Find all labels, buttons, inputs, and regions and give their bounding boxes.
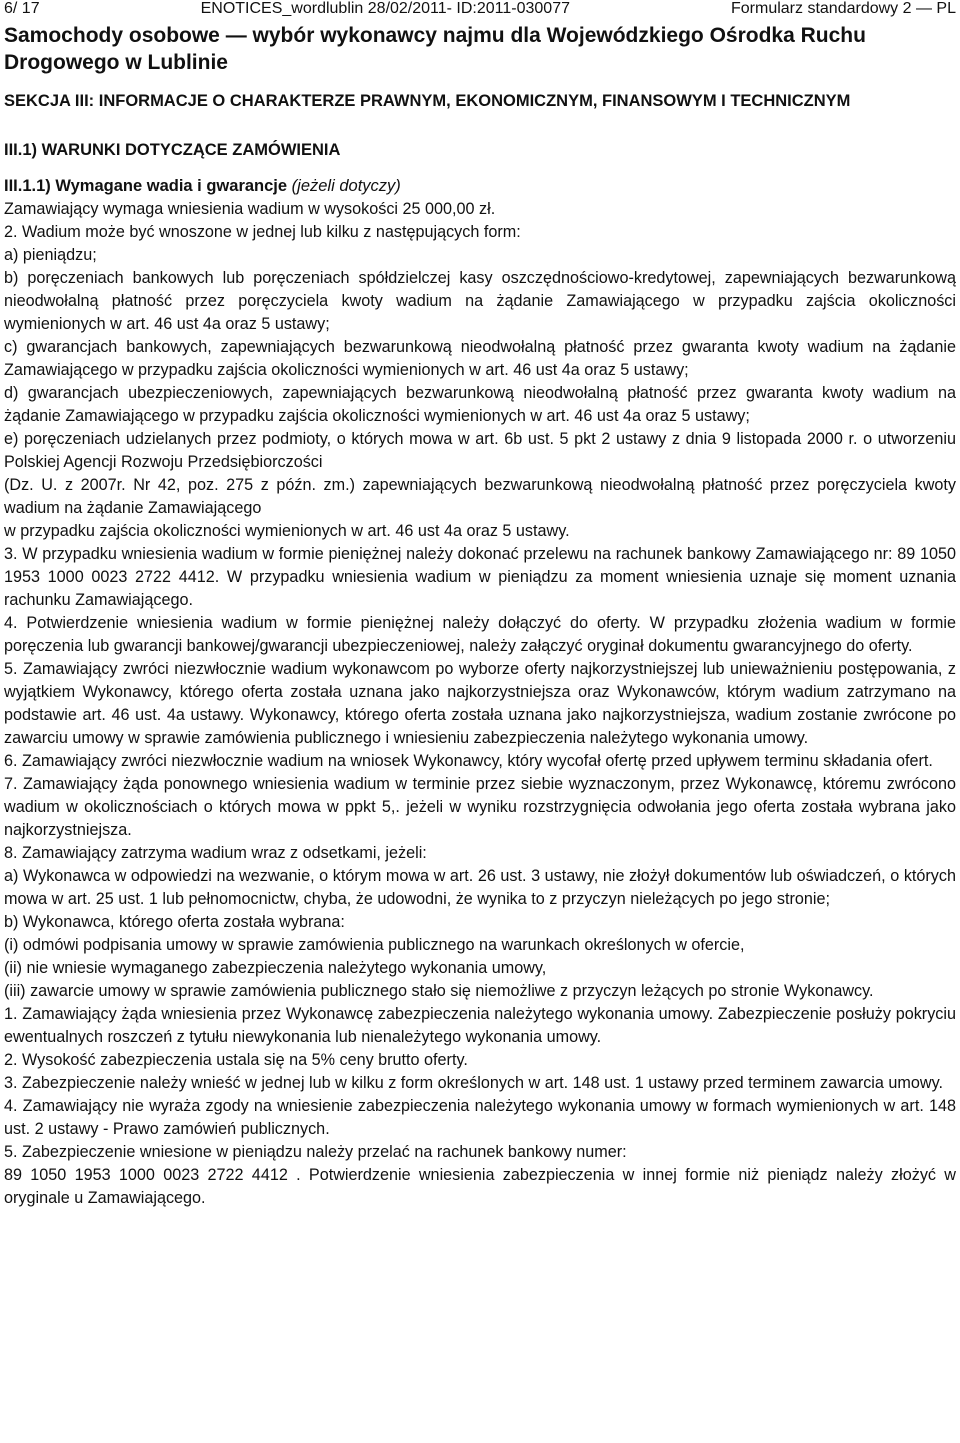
paragraph: 5. Zamawiający zwróci niezwłocznie wadium wykonawcom po wyborze oferty najkorzystniejszej lub unieważnieniu postępowania, z wyjątkiem Wykonawcy, którego oferta została uznana jako najkorzystniejsza oraz Wykonawców, którym wadium zatrzymano na podstawie art. 46 ust. 4a ustawy. Wykonawcy, którego oferta została uznana jako najkorzystniejsza, wadium zostanie zwrócone po zawarciu umowy w sprawie zamówienia publicznego i wniesieniu zabezpieczenia należytego wykonania umowy. (4, 660, 956, 747)
paragraph: 7. Zamawiający żąda ponownego wniesienia wadium w terminie przez siebie wyznaczonym, przez Wykonawcę, któremu zwrócono wadium w okolicznościach o których mowa w ppkt 5,. jeżeli w wyniku rozstrzygnięcia odwołania jego oferta została wybrana jako najkorzystniejsza. (4, 775, 956, 839)
paragraph: (Dz. U. z 2007r. Nr 42, poz. 275 z późn. zm.) zapewniających bezwarunkową nieodwołalną płatność przez poręczyciela kwoty wadium na żądanie Zamawiającego (4, 476, 956, 517)
document-title: Samochody osobowe — wybór wykonawcy najmu dla Wojewódzkiego Ośrodka Ruchu Drogowego w Lublinie (4, 24, 866, 74)
paragraph: Zamawiający wymaga wniesienia wadium w wysokości 25 000,00 zł. (4, 200, 496, 218)
form-type: Formularz standardowy 2 — PL (731, 0, 956, 17)
paragraph: 5. Zabezpieczenie wniesione w pieniądzu należy przelać na rachunek bankowy numer: (4, 1143, 627, 1161)
paragraph: 3. Zabezpieczenie należy wnieść w jednej lub w kilku z form określonych w art. 148 ust. 1 ustawy przed terminem zawarcia umowy. (4, 1074, 943, 1092)
paragraph: 2. Wadium może być wnoszone w jednej lub kilku z następujących form: (4, 223, 521, 241)
paragraph: 2. Wysokość zabezpieczenia ustala się na 5% ceny brutto oferty. (4, 1051, 468, 1069)
paragraph: b) Wykonawca, którego oferta została wybrana: (4, 913, 345, 931)
paragraph: 4. Zamawiający nie wyraża zgody na wniesienie zabezpieczenia należytego wykonania umowy w formach wymienionych w art. 148 ust. 2 ustawy - Prawo zamówień publicznych. (4, 1097, 956, 1138)
paragraph: c) gwarancjach bankowych, zapewniających bezwarunkową nieodwołalną płatność przez gwaranta kwoty wadium na żądanie Zamawiającego w przypadku zajścia okoliczności wymienionych w art. 46 ust 4a oraz 5 ustawy; (4, 338, 956, 379)
section-heading: SEKCJA III: INFORMACJE O CHARAKTERZE PRAWNYM, EKONOMICZNYM, FINANSOWYM I TECHNICZNYM (4, 92, 851, 110)
subsubsection-note: (jeżeli dotyczy) (291, 177, 401, 195)
paragraph: (ii) nie wniesie wymaganego zabezpieczenia należytego wykonania umowy, (4, 959, 547, 977)
paragraph: a) pieniądzu; (4, 246, 97, 264)
paragraph: b) poręczeniach bankowych lub poręczeniach spółdzielczej kasy oszczędnościowo-kredytowej, zapewniających bezwarunkową nieodwołalną płatność przez poręczyciela kwoty wadium na żądanie Zamawiającego w przypadku zajścia okoliczności wymienionych w art. 46 ust 4a oraz 5 ustawy; (4, 269, 956, 333)
paragraph: 89 1050 1953 1000 0023 2722 4412 . Potwierdzenie wniesienia zabezpieczenia w innej formie niż pieniądz należy złożyć w oryginale u Zamawiającego. (4, 1166, 956, 1207)
paragraph: a) Wykonawca w odpowiedzi na wezwanie, o którym mowa w art. 26 ust. 3 ustawy, nie złożył dokumentów lub oświadczeń, o których mowa w art. 25 ust. 1 lub pełnomocnictw, chyba, że udowodni, że wynika to z przyczyn nieleżących po jego stronie; (4, 867, 956, 908)
paragraph: (i) odmówi podpisania umowy w sprawie zamówienia publicznego na warunkach określonych w ofercie, (4, 936, 745, 954)
paragraph: w przypadku zajścia okoliczności wymienionych w art. 46 ust 4a oraz 5 ustawy. (4, 522, 570, 540)
subsection-heading: III.1) WARUNKI DOTYCZĄCE ZAMÓWIENIA (4, 141, 341, 159)
page-header (4, 0, 956, 22)
subsubsection-heading (4, 175, 956, 198)
paragraph: 3. W przypadku wniesienia wadium w formie pieniężnej należy dokonać przelewu na rachunek bankowy Zamawiającego nr: 89 1050 1953 1000 0023 2722 4412. W przypadku wniesienia wadium w pieniądzu za moment wniesienia uznaje się moment uznania rachunku Zamawiającego. (4, 545, 956, 609)
paragraph: 6. Zamawiający zwróci niezwłocznie wadium na wniosek Wykonawcy, który wycofał ofertę przed upływem terminu składania ofert. (4, 752, 933, 770)
page-number: 6/ 17 (4, 0, 40, 17)
paragraph: 8. Zamawiający zatrzyma wadium wraz z odsetkami, jeżeli: (4, 844, 427, 862)
paragraph: d) gwarancjach ubezpieczeniowych, zapewniających bezwarunkową nieodwołalną płatność przez gwaranta kwoty wadium na żądanie Zamawiającego w przypadku zajścia okoliczności wymienionych w art. 46 ust 4a oraz 5 ustawy; (4, 384, 956, 425)
paragraph: 4. Potwierdzenie wniesienia wadium w formie pieniężnej należy dołączyć do oferty. W przypadku złożenia wadium w formie poręczenia lub gwarancji bankowej/gwarancji ubezpieczeniowej, należy załączyć oryginał dokumentu gwarancyjnego do oferty. (4, 614, 956, 655)
document-id: ENOTICES_wordlublin 28/02/2011- ID:2011-030077 (200, 0, 570, 17)
paragraph: e) poręczeniach udzielanych przez podmioty, o których mowa w art. 6b ust. 5 pkt 2 ustawy z dnia 9 listopada 2000 r. o utworzeniu Polskiej Agencji Rozwoju Przedsiębiorczości (4, 430, 956, 471)
paragraph: (iii) zawarcie umowy w sprawie zamówienia publicznego stało się niemożliwe z przyczyn leżących po stronie Wykonawcy. (4, 982, 874, 1000)
paragraph: 1. Zamawiający żąda wniesienia przez Wykonawcę zabezpieczenia należytego wykonania umowy. Zabezpieczenie posłuży pokryciu ewentualnych roszczeń z tytułu niewykonania lub nienależytego wykonania umowy. (4, 1005, 956, 1046)
subsubsection-label: III.1.1) Wymagane wadia i gwarancje (4, 177, 288, 195)
body-text (4, 198, 956, 1210)
